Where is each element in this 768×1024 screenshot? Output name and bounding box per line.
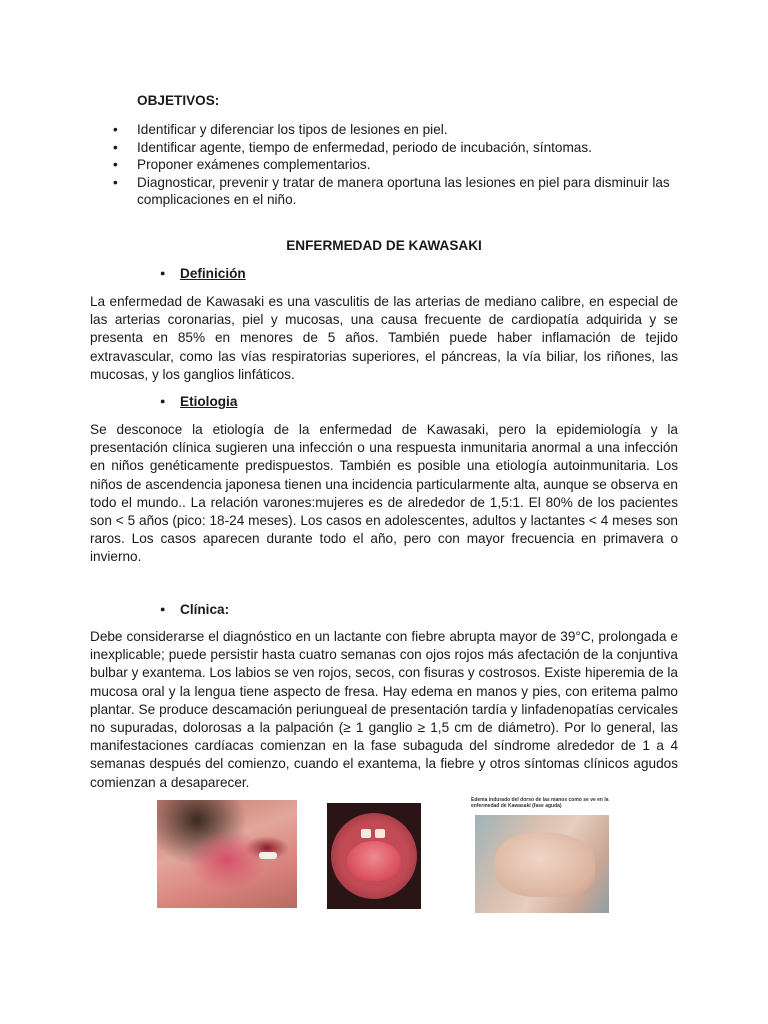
section-heading-etiologia: ● Etiologia bbox=[160, 394, 238, 409]
clinica-paragraph: Debe considerarse el diagnóstico en un lactante con fiebre abrupta mayor de 39°C, prolongada e inexplicable; puede persistir hasta cuatro semanas con ojos rojos más afectación de la conjuntiva bulbar y exantema. Los labios se ven rojos, secos, con fisuras y costrosos. Existe hiperemia de la mucosa oral y la lengua tiene aspecto de fresa. Hay edema en manos y pies, con eritema palmo plantar. Se produce descamación periungueal de presentación tardía y linfadenopatías cervicales no supuradas, dolorosas a la palpación (≥ 1 ganglio ≥ 1,5 cm de diámetro). Por lo general, las manifestaciones cardíacas comienzan en la fase subaguda del síndrome alrededor de 1 a 4 semanas después del comienzo, cuando el exantema, la fiebre y otros síntomas clínicos agudos comienzan a desaparecer. bbox=[90, 629, 678, 790]
objective-item: • Diagnosticar, prevenir y tratar de manera oportuna las lesiones en piel para disminuir las complicaciones en el niño. bbox=[113, 174, 670, 208]
bullet: ● bbox=[160, 268, 166, 278]
bullet: ● bbox=[160, 604, 166, 614]
definicion-paragraph: La enfermedad de Kawasaki es una vasculitis de las arterias de mediano calibre, en especial de las arterias coronarias, piel y mucosas, una causa frecuente de cardiopatía adquirida y se presenta en 85% en menores de 5 años. También puede haber inflamación de tejido extravascular, como las vías respiratorias superiores, el páncreas, la vía biliar, los riñones, las mucosas, y los ganglios linfáticos. bbox=[90, 294, 678, 382]
objective-item: • Identificar y diferenciar los tipos de lesiones en piel. bbox=[113, 122, 448, 137]
bullet: • bbox=[113, 157, 118, 173]
objective-item: • Identificar agente, tiempo de enfermedad, periodo de incubación, síntomas. bbox=[113, 139, 592, 155]
bullet: • bbox=[113, 139, 118, 155]
child-face-rash-photo bbox=[157, 800, 297, 908]
main-title: ENFERMEDAD DE KAWASAKI bbox=[286, 238, 482, 253]
section-heading-definicion: ● Definición bbox=[160, 266, 246, 281]
objectives-title: OBJETIVOS: bbox=[137, 93, 220, 108]
section-heading-clinica: ● Clínica: bbox=[160, 602, 230, 617]
bullet: • bbox=[113, 122, 118, 137]
hand-figure-caption: Edema indurado del dorso de las manos como se ve en la enfermedad de Kawasaki (fase aguda) bbox=[471, 797, 609, 809]
bullet: ● bbox=[160, 396, 166, 406]
objectives-list bbox=[113, 121, 683, 209]
strawberry-tongue-photo bbox=[327, 803, 421, 909]
objective-item: • Proponer exámenes complementarios. bbox=[113, 157, 371, 173]
bullet: • bbox=[113, 174, 118, 190]
hand-edema-photo bbox=[475, 815, 609, 913]
etiologia-paragraph: Se desconoce la etiología de la enfermedad de Kawasaki, pero la epidemiología y la presentación clínica sugieren una infección o una respuesta inmunitaria anormal a una infección en niños genéticamente predispuestos. También es posible una etiología autoinmunitaria. Los niños de ascendencia japonesa tienen una incidencia particularmente alta, aunque se observa en todo el mundo.. La relación varones:mujeres es de alrededor de 1,5:1. El 80% de los pacientes son < 5 años (pico: 18-24 meses). Los casos en adolescentes, adultos y lactantes < 4 meses son raros. Los casos aparecen durante todo el año, pero con mayor frecuencia en primavera o invierno. bbox=[90, 422, 678, 565]
hand-edema-figure bbox=[471, 797, 611, 933]
